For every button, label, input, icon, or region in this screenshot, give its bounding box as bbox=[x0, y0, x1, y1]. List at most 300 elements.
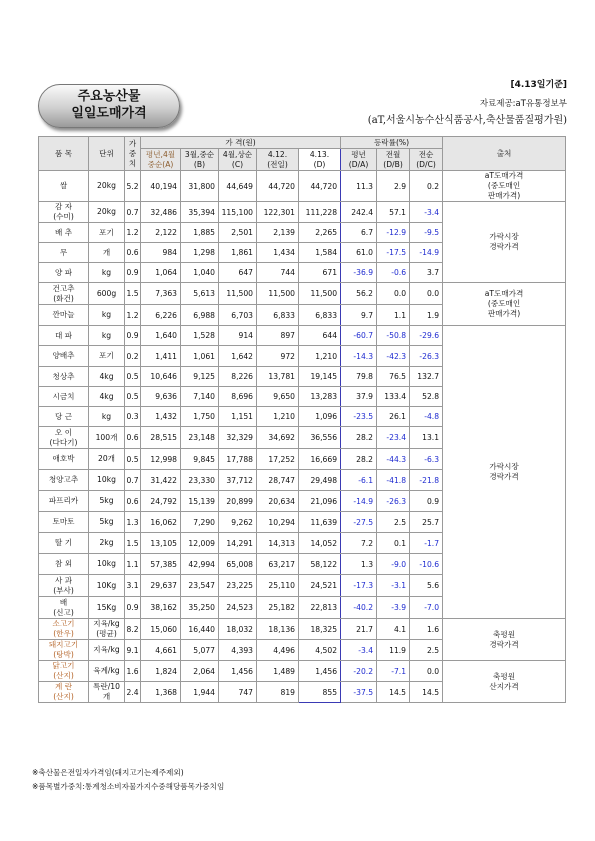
col-header-item: 품 목 bbox=[39, 137, 89, 171]
item-cell bbox=[39, 263, 89, 283]
unit-text: 100개 bbox=[95, 432, 118, 442]
table-row bbox=[39, 171, 566, 202]
unit-text: 20개 bbox=[98, 454, 115, 463]
col-header-line: (C) bbox=[231, 159, 244, 169]
col-header-weight-char: 가 bbox=[128, 138, 137, 148]
reference-date: [4.13일기준] bbox=[510, 80, 567, 90]
footnote-livestock: ※축산물은전일자가격임(돼지고기는제주제외) bbox=[32, 768, 184, 777]
price-early-month-cell: 17,788 bbox=[219, 449, 257, 470]
price-previous-day-cell: 1,434 bbox=[257, 243, 299, 263]
unit-cell bbox=[89, 243, 125, 263]
price-normal-cell: 16,062 bbox=[141, 512, 181, 533]
rate-vs-month-cell: 76.5 bbox=[377, 367, 410, 387]
item-name: 양 파 bbox=[54, 267, 73, 277]
price-table-body bbox=[39, 171, 566, 703]
unit-text: (평균) bbox=[96, 629, 117, 638]
item-cell bbox=[39, 407, 89, 427]
weight-cell: 1.5 bbox=[125, 283, 141, 305]
unit-text: 지육/kg bbox=[93, 619, 120, 628]
unit-cell bbox=[89, 533, 125, 554]
item-name: 감 자 bbox=[54, 202, 73, 211]
rate-vs-period-cell: 1.9 bbox=[410, 305, 443, 326]
price-previous-day-cell: 122,301 bbox=[257, 202, 299, 223]
rate-vs-normal-cell: 28.2 bbox=[341, 427, 377, 449]
source-line: 축평원 bbox=[493, 629, 516, 639]
price-current-cell: 18,325 bbox=[299, 619, 341, 640]
item-cell bbox=[39, 223, 89, 243]
rate-vs-period-cell: -21.8 bbox=[410, 470, 443, 491]
item-cell bbox=[39, 427, 89, 449]
rate-vs-month-cell: -41.8 bbox=[377, 470, 410, 491]
price-current-cell: 19,145 bbox=[299, 367, 341, 387]
weight-cell: 1.3 bbox=[125, 512, 141, 533]
weight-cell: 3.1 bbox=[125, 575, 141, 597]
rate-vs-month-cell: -12.9 bbox=[377, 223, 410, 243]
rate-vs-normal-cell: -23.5 bbox=[341, 407, 377, 427]
weight-cell: 0.7 bbox=[125, 470, 141, 491]
unit-cell bbox=[89, 171, 125, 202]
price-early-month-cell: 9,262 bbox=[219, 512, 257, 533]
rate-vs-normal-cell: -37.5 bbox=[341, 682, 377, 703]
rate-vs-period-cell: 1.6 bbox=[410, 619, 443, 640]
price-early-month-cell: 1,861 bbox=[219, 243, 257, 263]
price-normal-cell: 6,226 bbox=[141, 305, 181, 326]
source-line: 판매가격) bbox=[487, 309, 521, 318]
rate-vs-normal-cell: -36.9 bbox=[341, 263, 377, 283]
price-current-cell: 1,584 bbox=[299, 243, 341, 263]
item-variety: (한우) bbox=[53, 629, 74, 638]
col-header-unit: 단위 bbox=[89, 137, 125, 171]
price-current-cell: 13,283 bbox=[299, 387, 341, 407]
table-row bbox=[39, 202, 566, 223]
price-current-cell: 671 bbox=[299, 263, 341, 283]
col-header-line: 4.13. bbox=[309, 149, 330, 159]
price-current-cell: 21,096 bbox=[299, 491, 341, 512]
source-cell bbox=[443, 661, 566, 703]
unit-cell bbox=[89, 326, 125, 346]
unit-cell bbox=[89, 449, 125, 470]
rate-vs-normal-cell: -20.2 bbox=[341, 661, 377, 682]
price-current-cell: 24,521 bbox=[299, 575, 341, 597]
price-last-month-cell: 1,061 bbox=[181, 346, 219, 367]
weight-cell: 0.6 bbox=[125, 427, 141, 449]
price-early-month-cell: 18,032 bbox=[219, 619, 257, 640]
rate-vs-month-cell: 14.5 bbox=[377, 682, 410, 703]
price-current-cell: 1,456 bbox=[299, 661, 341, 682]
rate-vs-normal-cell: -40.2 bbox=[341, 597, 377, 619]
price-current-cell: 11,639 bbox=[299, 512, 341, 533]
unit-cell bbox=[89, 554, 125, 575]
footnote-weights: ※품목별가중치:통계청소비자물가지수중해당품목가중치임 bbox=[32, 782, 225, 791]
unit-cell bbox=[89, 202, 125, 223]
rate-vs-period-cell: -26.3 bbox=[410, 346, 443, 367]
item-cell bbox=[39, 597, 89, 619]
price-previous-day-cell: 744 bbox=[257, 263, 299, 283]
price-previous-day-cell: 25,182 bbox=[257, 597, 299, 619]
price-current-cell: 22,813 bbox=[299, 597, 341, 619]
rate-vs-period-cell: -29.6 bbox=[410, 326, 443, 346]
table-row bbox=[39, 619, 566, 640]
item-cell bbox=[39, 283, 89, 305]
rate-vs-month-cell: -26.3 bbox=[377, 491, 410, 512]
rate-vs-normal-cell: 56.2 bbox=[341, 283, 377, 305]
source-line: 가락시장 bbox=[489, 232, 519, 241]
weight-cell: 0.7 bbox=[125, 202, 141, 223]
rate-vs-month-cell: 0.1 bbox=[377, 533, 410, 554]
weight-cell: 9.1 bbox=[125, 640, 141, 661]
price-normal-cell: 2,122 bbox=[141, 223, 181, 243]
col-header-price-d bbox=[299, 149, 341, 171]
unit-cell bbox=[89, 661, 125, 682]
rate-vs-period-cell: 0.9 bbox=[410, 491, 443, 512]
item-name: 시금치 bbox=[52, 391, 75, 401]
col-header-price-b bbox=[181, 149, 219, 171]
unit-text: 2kg bbox=[99, 538, 114, 547]
price-last-month-cell: 1,750 bbox=[181, 407, 219, 427]
price-normal-cell: 7,363 bbox=[141, 283, 181, 305]
weight-cell: 5.2 bbox=[125, 171, 141, 202]
weight-cell: 0.3 bbox=[125, 407, 141, 427]
weight-cell: 0.5 bbox=[125, 367, 141, 387]
price-early-month-cell: 647 bbox=[219, 263, 257, 283]
rate-vs-period-cell: -4.8 bbox=[410, 407, 443, 427]
rate-vs-normal-cell: 37.9 bbox=[341, 387, 377, 407]
price-normal-cell: 38,162 bbox=[141, 597, 181, 619]
col-header-line: (전일) bbox=[267, 159, 288, 169]
source-cell bbox=[443, 619, 566, 661]
price-previous-day-cell: 6,833 bbox=[257, 305, 299, 326]
price-last-month-cell: 42,994 bbox=[181, 554, 219, 575]
rate-vs-period-cell: -1.7 bbox=[410, 533, 443, 554]
item-cell bbox=[39, 619, 89, 640]
weight-cell: 0.5 bbox=[125, 387, 141, 407]
unit-text: 육계/kg bbox=[93, 666, 120, 675]
rate-vs-month-cell: -9.0 bbox=[377, 554, 410, 575]
price-early-month-cell: 14,291 bbox=[219, 533, 257, 554]
price-normal-cell: 1,368 bbox=[141, 682, 181, 703]
price-last-month-cell: 9,845 bbox=[181, 449, 219, 470]
price-early-month-cell: 1,151 bbox=[219, 407, 257, 427]
col-group-price: 가 격(원) bbox=[141, 137, 341, 149]
item-name: 무 bbox=[59, 247, 68, 257]
item-name: 참 외 bbox=[54, 559, 73, 568]
source-line: (중도매인 bbox=[487, 299, 521, 308]
col-header-source: 출처 bbox=[443, 137, 566, 171]
rate-vs-month-cell: -0.6 bbox=[377, 263, 410, 283]
rate-vs-normal-cell: -3.4 bbox=[341, 640, 377, 661]
unit-text: kg bbox=[101, 411, 112, 421]
rate-vs-normal-cell: -60.7 bbox=[341, 326, 377, 346]
rate-vs-period-cell: -3.4 bbox=[410, 202, 443, 223]
unit-text: 포기 bbox=[99, 351, 114, 360]
price-previous-day-cell: 11,500 bbox=[257, 283, 299, 305]
source-line: 가락시장 bbox=[489, 462, 519, 471]
rate-vs-period-cell: -6.3 bbox=[410, 449, 443, 470]
col-header-line: 4.12. bbox=[267, 149, 288, 159]
rate-vs-period-cell: 52.8 bbox=[410, 387, 443, 407]
item-name: 배 bbox=[59, 597, 68, 607]
item-name: 애호박 bbox=[52, 454, 75, 463]
price-early-month-cell: 37,712 bbox=[219, 470, 257, 491]
price-previous-day-cell: 13,781 bbox=[257, 367, 299, 387]
price-normal-cell: 1,432 bbox=[141, 407, 181, 427]
col-header-price-prev bbox=[257, 149, 299, 171]
price-normal-cell: 10,646 bbox=[141, 367, 181, 387]
price-last-month-cell: 15,139 bbox=[181, 491, 219, 512]
item-name: 청양고추 bbox=[48, 475, 79, 484]
source-line: aT도매가격 bbox=[484, 289, 524, 298]
price-early-month-cell: 1,642 bbox=[219, 346, 257, 367]
price-early-month-cell: 24,523 bbox=[219, 597, 257, 619]
unit-cell bbox=[89, 640, 125, 661]
price-current-cell: 6,833 bbox=[299, 305, 341, 326]
item-name: 대 파 bbox=[54, 330, 73, 340]
col-header-line: 전순 bbox=[418, 149, 434, 159]
item-name: 양배추 bbox=[52, 351, 75, 360]
col-group-rate: 등락률(%) bbox=[341, 137, 443, 149]
price-current-cell: 16,669 bbox=[299, 449, 341, 470]
unit-cell bbox=[89, 575, 125, 597]
item-name: 닭고기 bbox=[52, 661, 75, 670]
price-early-month-cell: 914 bbox=[219, 326, 257, 346]
rate-vs-period-cell: -10.6 bbox=[410, 554, 443, 575]
weight-cell: 1.2 bbox=[125, 223, 141, 243]
rate-vs-month-cell: -17.5 bbox=[377, 243, 410, 263]
price-normal-cell: 12,998 bbox=[141, 449, 181, 470]
price-normal-cell: 9,636 bbox=[141, 387, 181, 407]
source-cell bbox=[443, 326, 566, 619]
price-current-cell: 1,096 bbox=[299, 407, 341, 427]
col-header-line: 4월,상순 bbox=[222, 149, 253, 159]
price-previous-day-cell: 17,252 bbox=[257, 449, 299, 470]
rate-vs-normal-cell: -14.3 bbox=[341, 346, 377, 367]
item-variety: (산지) bbox=[53, 692, 74, 701]
unit-text: 5kg bbox=[99, 517, 114, 526]
weight-cell: 1.2 bbox=[125, 305, 141, 326]
price-last-month-cell: 7,290 bbox=[181, 512, 219, 533]
price-last-month-cell: 23,547 bbox=[181, 575, 219, 597]
unit-cell bbox=[89, 367, 125, 387]
price-early-month-cell: 747 bbox=[219, 682, 257, 703]
col-header-line: 3월,중순 bbox=[184, 149, 215, 159]
price-last-month-cell: 16,440 bbox=[181, 619, 219, 640]
price-current-cell: 111,228 bbox=[299, 202, 341, 223]
unit-text: 15Kg bbox=[96, 602, 117, 612]
price-normal-cell: 1,411 bbox=[141, 346, 181, 367]
unit-cell bbox=[89, 305, 125, 326]
price-early-month-cell: 32,329 bbox=[219, 427, 257, 449]
unit-text: 600g bbox=[96, 288, 117, 298]
item-name: 배 추 bbox=[54, 227, 73, 237]
col-header-line: (D/C) bbox=[416, 159, 436, 169]
rate-vs-period-cell: 5.6 bbox=[410, 575, 443, 597]
unit-text: kg bbox=[101, 267, 112, 277]
rate-vs-period-cell: 3.7 bbox=[410, 263, 443, 283]
rate-vs-normal-cell: 28.2 bbox=[341, 449, 377, 470]
unit-cell bbox=[89, 470, 125, 491]
col-header-line: (B) bbox=[193, 159, 206, 169]
rate-vs-month-cell: -44.3 bbox=[377, 449, 410, 470]
col-header-rate-a bbox=[341, 149, 377, 171]
price-current-cell: 4,502 bbox=[299, 640, 341, 661]
price-normal-cell: 984 bbox=[141, 243, 181, 263]
unit-cell bbox=[89, 597, 125, 619]
col-header-line: (D/A) bbox=[348, 159, 369, 169]
unit-text: 4kg bbox=[99, 391, 114, 401]
price-previous-day-cell: 28,747 bbox=[257, 470, 299, 491]
weight-cell: 1.6 bbox=[125, 661, 141, 682]
item-cell bbox=[39, 533, 89, 554]
rate-vs-normal-cell: 242.4 bbox=[341, 202, 377, 223]
price-previous-day-cell: 9,650 bbox=[257, 387, 299, 407]
price-normal-cell: 32,486 bbox=[141, 202, 181, 223]
price-previous-day-cell: 4,496 bbox=[257, 640, 299, 661]
price-last-month-cell: 7,140 bbox=[181, 387, 219, 407]
price-table bbox=[38, 136, 566, 703]
source-line: 축평원 bbox=[493, 671, 516, 681]
rate-vs-month-cell: -3.9 bbox=[377, 597, 410, 619]
item-variety: (부사) bbox=[53, 585, 74, 595]
unit-text: kg bbox=[101, 330, 112, 340]
col-header-line: (D/B) bbox=[383, 159, 403, 169]
rate-vs-normal-cell: 61.0 bbox=[341, 243, 377, 263]
item-name: 오 이 bbox=[54, 427, 73, 437]
col-header-price-c bbox=[219, 149, 257, 171]
source-line: 경락가격 bbox=[489, 242, 519, 251]
unit-text: 4kg bbox=[99, 371, 114, 381]
rate-vs-period-cell: 0.0 bbox=[410, 661, 443, 682]
price-normal-cell: 24,792 bbox=[141, 491, 181, 512]
price-last-month-cell: 5,077 bbox=[181, 640, 219, 661]
col-header-rate-b bbox=[377, 149, 410, 171]
unit-cell bbox=[89, 491, 125, 512]
price-early-month-cell: 115,100 bbox=[219, 202, 257, 223]
unit-text: 20kg bbox=[97, 181, 116, 190]
item-cell bbox=[39, 449, 89, 470]
price-previous-day-cell: 2,139 bbox=[257, 223, 299, 243]
rate-vs-normal-cell: 1.3 bbox=[341, 554, 377, 575]
price-early-month-cell: 65,008 bbox=[219, 554, 257, 575]
unit-text: 10kg bbox=[97, 559, 116, 568]
item-cell bbox=[39, 202, 89, 223]
source-line: 경락가격 bbox=[489, 472, 519, 481]
item-cell bbox=[39, 640, 89, 661]
price-normal-cell: 57,385 bbox=[141, 554, 181, 575]
price-last-month-cell: 12,009 bbox=[181, 533, 219, 554]
item-cell bbox=[39, 470, 89, 491]
page-title-line1: 주요농산물 bbox=[77, 89, 141, 104]
price-early-month-cell: 8,226 bbox=[219, 367, 257, 387]
item-cell bbox=[39, 387, 89, 407]
col-header-line: 중순(A) bbox=[147, 159, 174, 169]
source-cell bbox=[443, 283, 566, 326]
source-line: aT도매가격 bbox=[484, 171, 524, 180]
price-last-month-cell: 23,148 bbox=[181, 427, 219, 449]
item-name: 당 근 bbox=[54, 411, 73, 421]
item-cell bbox=[39, 512, 89, 533]
price-early-month-cell: 4,393 bbox=[219, 640, 257, 661]
col-header-rate-c bbox=[410, 149, 443, 171]
price-normal-cell: 40,194 bbox=[141, 171, 181, 202]
source-line: 경락가격 bbox=[489, 639, 519, 649]
item-variety: (산지) bbox=[53, 671, 74, 680]
price-last-month-cell: 35,394 bbox=[181, 202, 219, 223]
price-current-cell: 44,720 bbox=[299, 171, 341, 202]
rate-vs-month-cell: -7.1 bbox=[377, 661, 410, 682]
rate-vs-month-cell: 2.5 bbox=[377, 512, 410, 533]
unit-text: 지육/kg bbox=[93, 645, 120, 654]
weight-cell: 0.2 bbox=[125, 346, 141, 367]
col-header-line: 평년 bbox=[351, 149, 366, 159]
price-last-month-cell: 6,988 bbox=[181, 305, 219, 326]
weight-cell: 0.9 bbox=[125, 263, 141, 283]
item-name: 돼지고기 bbox=[48, 640, 79, 649]
unit-cell bbox=[89, 619, 125, 640]
item-name: 청상추 bbox=[52, 371, 75, 381]
price-previous-day-cell: 25,110 bbox=[257, 575, 299, 597]
price-previous-day-cell: 14,313 bbox=[257, 533, 299, 554]
unit-text: kg bbox=[101, 310, 112, 319]
price-previous-day-cell: 897 bbox=[257, 326, 299, 346]
price-normal-cell: 1,824 bbox=[141, 661, 181, 682]
data-sources: (aT,서울시농수산식품공사,축산물품질평가원) bbox=[367, 115, 567, 126]
unit-cell bbox=[89, 387, 125, 407]
item-name: 소고기 bbox=[52, 619, 75, 628]
rate-vs-period-cell: 14.5 bbox=[410, 682, 443, 703]
price-current-cell: 36,556 bbox=[299, 427, 341, 449]
price-normal-cell: 4,661 bbox=[141, 640, 181, 661]
unit-text: 10kg bbox=[97, 475, 116, 484]
rate-vs-month-cell: 0.0 bbox=[377, 283, 410, 305]
source-cell bbox=[443, 202, 566, 283]
col-header-line: 전월 bbox=[385, 149, 401, 159]
weight-cell: 8.2 bbox=[125, 619, 141, 640]
unit-cell bbox=[89, 682, 125, 703]
item-variety: (다다기) bbox=[49, 437, 78, 447]
item-name: 쌀 bbox=[59, 181, 68, 190]
price-normal-cell: 28,515 bbox=[141, 427, 181, 449]
price-normal-cell: 1,064 bbox=[141, 263, 181, 283]
unit-cell bbox=[89, 407, 125, 427]
weight-cell: 0.6 bbox=[125, 491, 141, 512]
unit-text: 10Kg bbox=[96, 580, 117, 590]
price-early-month-cell: 23,225 bbox=[219, 575, 257, 597]
unit-text: 5kg bbox=[99, 496, 114, 505]
rate-vs-normal-cell: -14.9 bbox=[341, 491, 377, 512]
price-previous-day-cell: 63,217 bbox=[257, 554, 299, 575]
weight-cell: 1.1 bbox=[125, 554, 141, 575]
unit-text: 20kg bbox=[97, 207, 116, 216]
item-cell bbox=[39, 575, 89, 597]
weight-cell: 0.9 bbox=[125, 597, 141, 619]
weight-cell: 0.9 bbox=[125, 326, 141, 346]
col-header-price-a bbox=[141, 149, 181, 171]
weight-cell: 1.5 bbox=[125, 533, 141, 554]
price-early-month-cell: 8,696 bbox=[219, 387, 257, 407]
item-cell bbox=[39, 661, 89, 682]
rate-vs-normal-cell: -27.5 bbox=[341, 512, 377, 533]
source-line: 판매가격) bbox=[487, 191, 521, 200]
price-current-cell: 29,498 bbox=[299, 470, 341, 491]
weight-cell: 2.4 bbox=[125, 682, 141, 703]
table-row bbox=[39, 661, 566, 682]
item-variety: (신고) bbox=[53, 607, 74, 617]
weight-cell: 0.5 bbox=[125, 449, 141, 470]
col-header-line: 평년,4월 bbox=[145, 149, 176, 159]
rate-vs-month-cell: 2.9 bbox=[377, 171, 410, 202]
price-previous-day-cell: 20,634 bbox=[257, 491, 299, 512]
unit-text: 특란/10 bbox=[93, 682, 120, 691]
